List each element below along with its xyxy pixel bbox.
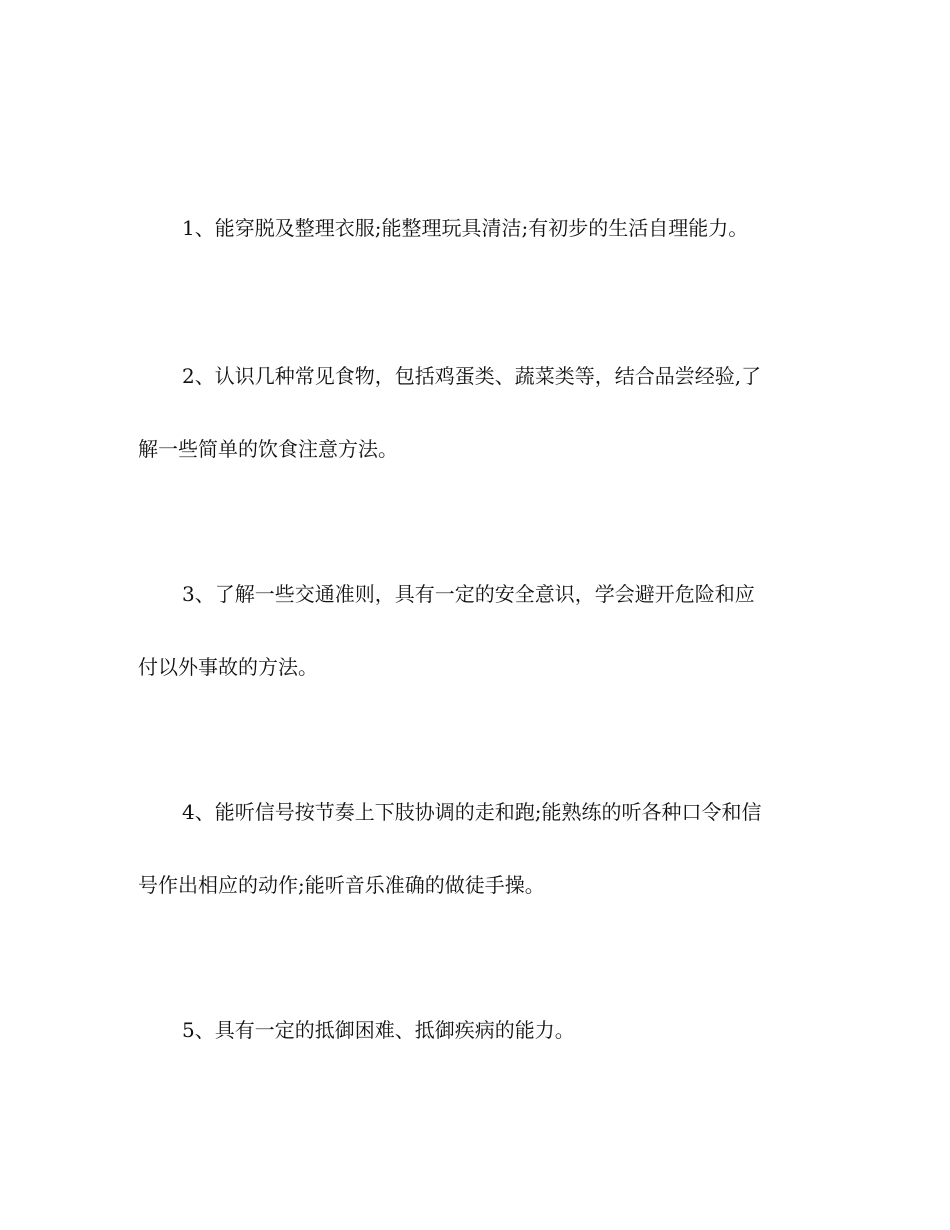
item-2-line-2: 解一些简单的饮食注意方法。 <box>138 437 398 461</box>
item-2-line-1: 2、认识几种常见食物，包括鸡蛋类、蔬菜类等，结合品尝经验,了 <box>182 364 762 388</box>
item-4-line-2: 号作出相应的动作;能听音乐准确的做徒手操。 <box>138 873 545 897</box>
item-5-line-1: 5、具有一定的抵御困难、抵御疾病的能力。 <box>182 1018 575 1042</box>
item-4-line-1: 4、能听信号按节奏上下肢协调的走和跑;能熟练的听各种口令和信 <box>182 800 762 824</box>
item-3-line-1: 3、了解一些交通准则，具有一定的安全意识，学会避开危险和应 <box>182 582 755 606</box>
item-1-line-1: 1、能穿脱及整理衣服;能整理玩具清洁;有初步的生活自理能力。 <box>182 216 749 240</box>
item-3-line-2: 付以外事故的方法。 <box>138 655 318 679</box>
